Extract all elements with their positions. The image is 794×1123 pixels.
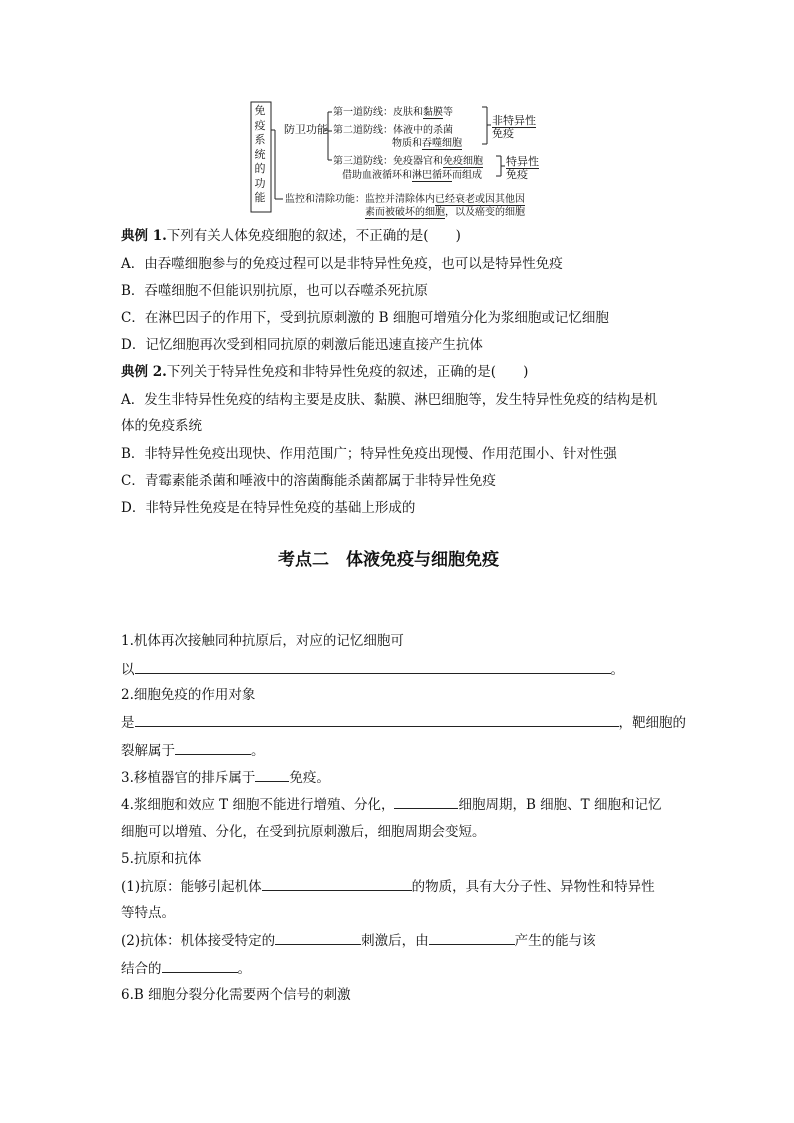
answer-blank[interactable] xyxy=(394,794,458,809)
question-1-line2: 以 。 xyxy=(121,659,624,680)
question-2-line1: 2.细胞免疫的作用对象 xyxy=(121,687,256,703)
example1-option-d: D．记忆细胞再次受到相同抗原的刺激后能迅速直接产生抗体 xyxy=(121,337,483,353)
question-5-2-line1: (2)抗体：机体接受特定的 刺激后，由 产生的能与该 xyxy=(121,930,596,951)
diagram-line3b: 借助血液循环和淋巴循环而组成 xyxy=(342,170,482,181)
question-4-line1: 4.浆细胞和效应 T 细胞不能进行增殖、分化， 细胞周期，B 细胞、T 细胞和记忆 xyxy=(121,794,661,815)
answer-blank[interactable] xyxy=(255,767,289,782)
example2-stem: 典例 2.下列关于特异性免疫和非特异性免疫的叙述，正确的是( ) xyxy=(121,364,529,380)
example1-option-b: B．吞噬细胞不但能识别抗原，也可以吞噬杀死抗原 xyxy=(121,283,428,299)
question-5-2-line2: 结合的 。 xyxy=(121,958,251,979)
question-2-line3: 裂解属于 。 xyxy=(121,740,265,761)
question-3: 3.移植器官的排斥属于 免疫。 xyxy=(121,767,330,788)
diagram-monitor-2: 素而被破坏的细胞，以及癌变的细胞 xyxy=(365,207,525,218)
question-5: 5.抗原和抗体 xyxy=(121,851,202,867)
answer-blank[interactable] xyxy=(262,876,412,891)
answer-blank[interactable] xyxy=(162,958,238,973)
example2-option-a-line2: 体的免疫系统 xyxy=(121,418,202,434)
diagram-line2b: 物质和吞噬细胞 xyxy=(392,138,462,149)
diagram-line2a: 第二道防线：体液中的杀菌 xyxy=(333,125,453,136)
question-5-1-line2: 等特点。 xyxy=(121,905,175,921)
answer-blank[interactable] xyxy=(429,930,515,945)
example1-stem: 典例 1.下列有关人体免疫细胞的叙述，不正确的是( ) xyxy=(121,228,461,244)
question-1-line1: 1.机体再次接触同种抗原后，对应的记忆细胞可 xyxy=(121,633,404,649)
answer-blank[interactable] xyxy=(275,930,361,945)
example1-option-c: C．在淋巴因子的作用下，受到抗原刺激的 B 细胞可增殖分化为浆细胞或记忆细胞 xyxy=(121,310,609,326)
answer-blank[interactable] xyxy=(135,659,611,674)
example2-option-b: B．非特异性免疫出现快、作用范围广；特异性免疫出现慢、作用范围小、针对性强 xyxy=(121,446,617,462)
diagram-monitor: 监控和清除功能：监控并清除体内已经衰老或因其他因 xyxy=(285,194,525,205)
example2-option-a-line1: A．发生非特异性免疫的结构主要是皮肤、黏膜、淋巴细胞等，发生特异性免疫的结构是机 xyxy=(121,392,658,408)
question-6: 6.B 细胞分裂分化需要两个信号的刺激 xyxy=(121,987,351,1003)
diagram-line3a: 第三道防线：免疫器官和免疫细胞 xyxy=(333,156,483,167)
diagram-specific: 特异性 免疫 xyxy=(506,155,539,181)
example2-option-c: C．青霉素能杀菌和唾液中的溶菌酶能杀菌都属于非特异性免疫 xyxy=(121,473,496,489)
diagram-root: 免疫系统的功能 xyxy=(254,104,266,204)
answer-blank[interactable] xyxy=(135,712,619,727)
question-5-1-line1: (1)抗原：能够引起机体 的物质，具有大分子性、异物性和特异性 xyxy=(121,876,655,897)
answer-blank[interactable] xyxy=(175,740,251,755)
example1-option-a: A．由吞噬细胞参与的免疫过程可以是非特异性免疫，也可以是特异性免疫 xyxy=(121,256,563,272)
question-2-line2: 是 ，靶细胞的 xyxy=(121,712,686,733)
question-4-line2: 细胞可以增殖、分化，在受到抗原刺激后，细胞周期会变短。 xyxy=(121,824,486,840)
example2-option-d: D．非特异性免疫是在特异性免疫的基础上形成的 xyxy=(121,500,416,516)
diagram-line1: 第一道防线：皮肤和黏膜等 xyxy=(333,107,453,118)
diagram-nonspecific: 非特异性 免疫 xyxy=(492,114,536,140)
section-title: 考点二 体液免疫与细胞免疫 xyxy=(278,550,499,570)
diagram-defense: 防卫功能 xyxy=(284,123,328,136)
